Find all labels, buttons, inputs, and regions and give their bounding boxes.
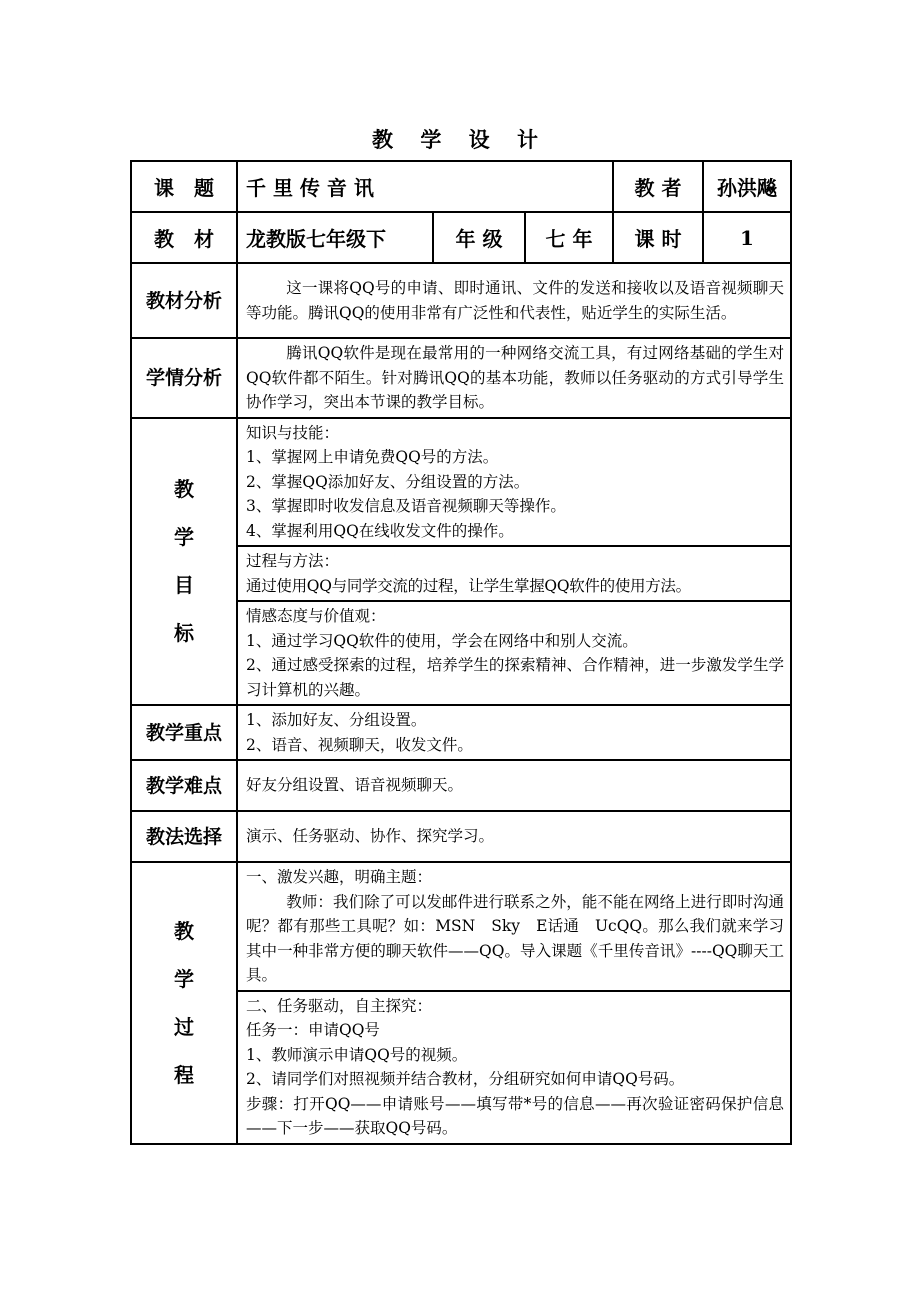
process-method-heading: 过程与方法： [246, 552, 340, 570]
row-process-part1 [131, 862, 791, 991]
process-part2-line: 1、教师演示申请QQ号的视频。 [246, 1045, 468, 1064]
period-value: 1 [703, 212, 791, 263]
attitude-heading: 情感态度与价值观： [246, 607, 386, 625]
knowledge-cell [237, 418, 791, 547]
process-part2-heading: 二、任务驱动，自主探究： [246, 996, 433, 1015]
process-part1-heading: 一、激发兴趣，明确主题： [246, 868, 433, 886]
analysis-text: 这一课将QQ号的申请、即时通讯、文件的发送和接收以及语音视频聊天等功能。腾讯QQ的使用非常有广泛性和代表性，贴近学生的实际生活。 [246, 279, 784, 322]
goals-label [131, 418, 237, 706]
key-point-item: 2、语音、视频聊天，收发文件。 [246, 735, 473, 754]
row-methods [131, 811, 791, 862]
goals-label-char: 目 [174, 573, 194, 598]
material-label: 教 材 [131, 212, 237, 263]
difficulties-label: 教学难点 [131, 760, 237, 811]
methods-label: 教法选择 [131, 811, 237, 862]
process-label-char: 教 [174, 918, 194, 943]
process-part1-text: 教师：我们除了可以发邮件进行联系之外，能不能在网络上进行即时沟通呢？都有那些工具呢？如：MSN Sky E话通 UcQQ。那么我们就来学习其中一种非常方便的聊天软件——QQ。导入课题《千里传音讯》----QQ聊天工具。 [246, 892, 784, 984]
document-title: 教 学 设 计 [372, 127, 548, 152]
process-method-text: 通过使用QQ与同学交流的过程，让学生掌握QQ软件的使用方法。 [246, 576, 691, 595]
knowledge-item: 3、掌握即时收发信息及语音视频聊天等操作。 [246, 497, 566, 515]
teacher-label: 教 者 [613, 161, 703, 212]
knowledge-item: 2、掌握QQ添加好友、分组设置的方法。 [246, 472, 530, 491]
attitude-item: 2、通过感受探索的过程，培养学生的探索精神、合作精神，进一步激发学生学习计算机的兴趣。 [246, 656, 784, 699]
learners-label: 学情分析 [131, 338, 237, 418]
key-points-cell [237, 705, 791, 760]
goals-label-char: 学 [174, 525, 194, 550]
attitude-cell [237, 601, 791, 705]
row-goals-knowledge [131, 418, 791, 547]
teacher-value: 孙洪飚 [703, 161, 791, 212]
knowledge-heading: 知识与技能： [246, 423, 340, 442]
grade-value: 七 年 [525, 212, 613, 263]
knowledge-item: 4、掌握利用QQ在线收发文件的操作。 [246, 521, 514, 540]
topic-label: 课 题 [131, 161, 237, 212]
topic-value: 千 里 传 音 讯 [237, 161, 613, 212]
process-label-char: 过 [174, 1014, 194, 1039]
process-method-cell [237, 546, 791, 601]
difficulties-text: 好友分组设置、语音视频聊天。 [237, 760, 791, 811]
knowledge-item: 1、掌握网上申请免费QQ号的方法。 [246, 448, 499, 466]
analysis-text-cell [237, 263, 791, 338]
methods-text: 演示、任务驱动、协作、探究学习。 [237, 811, 791, 862]
process-part2-cell [237, 991, 791, 1144]
process-label [131, 862, 237, 1144]
row-difficulties [131, 760, 791, 811]
process-part1-cell [237, 862, 791, 991]
goals-label-char: 标 [174, 621, 194, 646]
period-label: 课 时 [613, 212, 703, 263]
row-learners [131, 338, 791, 418]
row-analysis [131, 263, 791, 338]
goals-label-char: 教 [174, 477, 194, 502]
process-label-char: 程 [174, 1062, 194, 1087]
process-part2-line: 2、请同学们对照视频并结合教材，分组研究如何申请QQ号码。 [246, 1070, 685, 1088]
key-point-item: 1、添加好友、分组设置。 [246, 711, 427, 729]
process-label-char: 学 [174, 966, 194, 991]
lesson-plan-table [130, 160, 792, 1145]
process-part2-line: 步骤：打开QQ——申请账号——填写带*号的信息——再次验证密码保护信息——下一步——获取QQ号码。 [246, 1094, 784, 1137]
process-part2-line: 任务一：申请QQ号 [246, 1021, 380, 1039]
key-points-label: 教学重点 [131, 705, 237, 760]
material-value: 龙教版七年级下 [237, 212, 433, 263]
attitude-item: 1、通过学习QQ软件的使用，学会在网络中和别人交流。 [246, 631, 638, 650]
analysis-label: 教材分析 [131, 263, 237, 338]
learners-text-cell [237, 338, 791, 418]
row-material [131, 212, 791, 263]
row-key-points [131, 705, 791, 760]
row-topic [131, 161, 791, 212]
learners-text: 腾讯QQ软件是现在最常用的一种网络交流工具，有过网络基础的学生对QQ软件都不陌生。针对腾讯QQ的基本功能，教师以任务驱动的方式引导学生协作学习，突出本节课的教学目标。 [246, 344, 784, 411]
grade-label: 年 级 [433, 212, 525, 263]
